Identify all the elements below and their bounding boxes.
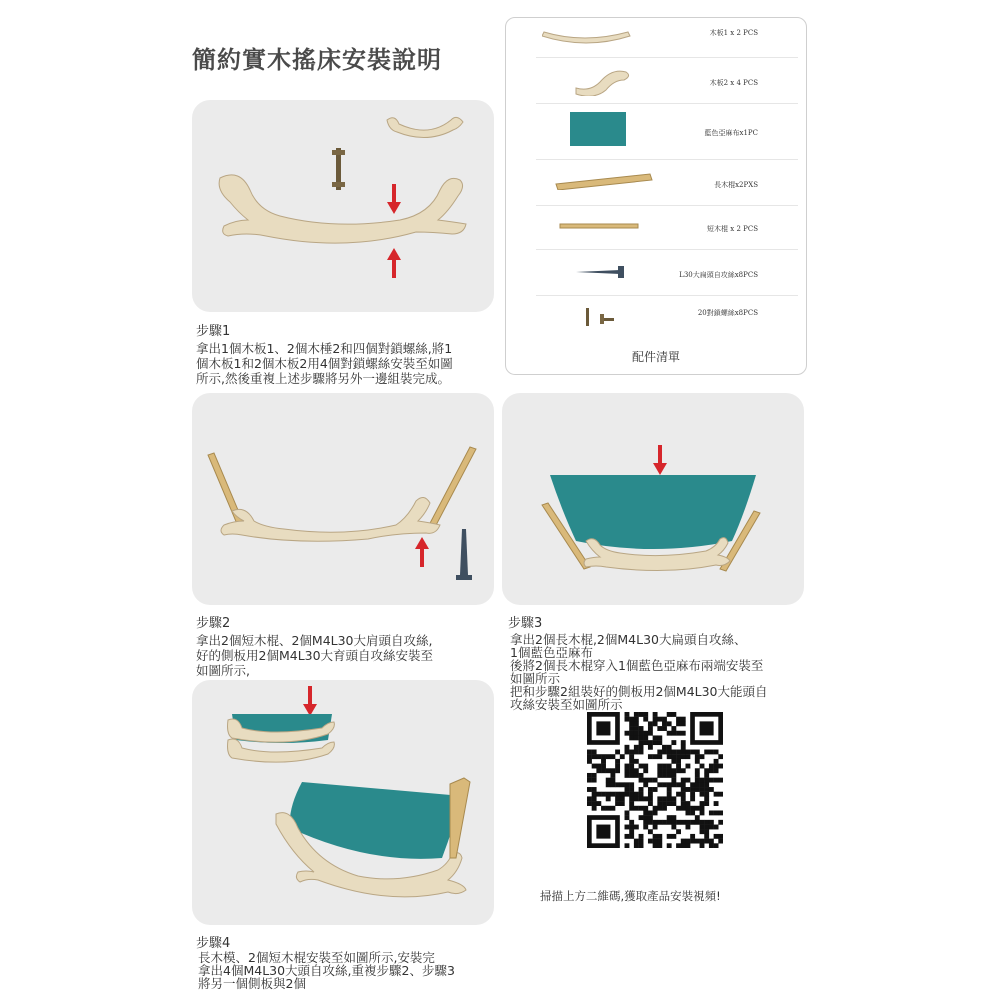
step1-text: [196, 341, 453, 386]
parts-list: [505, 17, 807, 375]
step1-title: 步驟1: [196, 324, 231, 339]
step2-line: 好的側板用2個M4L30大育頭自攻絲安裝至: [196, 648, 434, 663]
parts-row: [536, 296, 798, 340]
parts-label: 短木棍 x 2 PCS: [707, 225, 758, 233]
up-arrow-icon: [387, 248, 401, 278]
step3-title: 步驟3: [508, 616, 543, 631]
down-arrow-icon: [653, 445, 667, 475]
parts-label: 20對鎖螺絲x8PCS: [697, 309, 758, 317]
bolt-icon: [332, 148, 345, 190]
step3-line: 拿出2個長木棍,2個M4L30大扁頭自攻絲、: [510, 632, 747, 647]
step2-line: 如圖所示,: [196, 663, 250, 678]
step1-line: 個木板1和2個木板2用4個對鎖螺絲安裝至如圖: [196, 356, 453, 371]
up-arrow-icon: [415, 537, 429, 567]
parts-label: 長木棍x2PXS: [714, 181, 758, 189]
step3-image: [502, 393, 804, 605]
step3-line: 1個藍色亞麻布: [510, 645, 593, 660]
step4-image: [192, 680, 494, 925]
qr-code[interactable]: [587, 712, 723, 848]
parts-caption: 配件清單: [632, 350, 681, 364]
lock-bolt-icon: [580, 304, 620, 334]
step3-text: [510, 633, 768, 711]
step1-line: 所示,然後重複上述步驟將另外一邊組裝完成。: [196, 371, 450, 386]
board2-icon: [572, 66, 636, 96]
parts-label: 藍色亞麻布x1PC: [704, 129, 758, 137]
page-title: 簡約實木搖床安裝說明: [192, 46, 442, 74]
step2-text: [196, 633, 433, 678]
screw-icon: [572, 264, 632, 280]
board1-icon: [542, 24, 632, 46]
parts-row: [536, 250, 798, 296]
qr-caption: 掃描上方二維碼,獲取產品安裝視頻!: [540, 889, 721, 903]
step2-line: 拿出2個短木棍、2個M4L30大肩頭自攻絲,: [196, 633, 433, 648]
parts-label: 木板1 x 2 PCS: [709, 29, 758, 37]
step3-line: 攻絲安裝至如圖所示: [510, 697, 623, 712]
screw-icon: [456, 529, 472, 580]
short-stick-icon: [558, 222, 642, 232]
parts-label: L30大扁頭自攻絲x8PCS: [679, 271, 758, 279]
step4-title: 步驟4: [196, 936, 231, 951]
down-arrow-icon: [387, 184, 401, 214]
step3-line: 把和步驟2組裝好的側板用2個M4L30大能頭自: [510, 684, 768, 699]
step3-line: 後將2個長木棍穿入1個藍色亞麻布兩端安裝至: [510, 658, 764, 673]
step3-line: 如圖所示: [510, 671, 561, 686]
parts-label: 木板2 x 4 PCS: [709, 79, 758, 87]
step4-line: 長木模、2個短木棍安裝至如圖所示,安裝完: [198, 950, 435, 965]
step4-text: [198, 951, 455, 990]
parts-row: [536, 160, 798, 206]
step4-line: 拿出4個M4L30大頭自攻絲,重複步驟2、步驟3: [198, 963, 455, 978]
down-arrow-icon: [303, 686, 317, 716]
step4-line: 將另一個側板與2個: [198, 976, 306, 991]
parts-row: [536, 206, 798, 250]
step2-title: 步驟2: [196, 616, 231, 631]
long-stick-icon: [554, 170, 654, 190]
step1-line: 拿出1個木板1、2個木棰2和四個對鎖螺絲,將1: [196, 341, 453, 356]
parts-row: [536, 104, 798, 160]
parts-row: [536, 18, 798, 58]
parts-row: [536, 58, 798, 104]
step1-image: [192, 100, 494, 312]
step2-image: [192, 393, 494, 605]
fabric-icon: [568, 110, 628, 148]
